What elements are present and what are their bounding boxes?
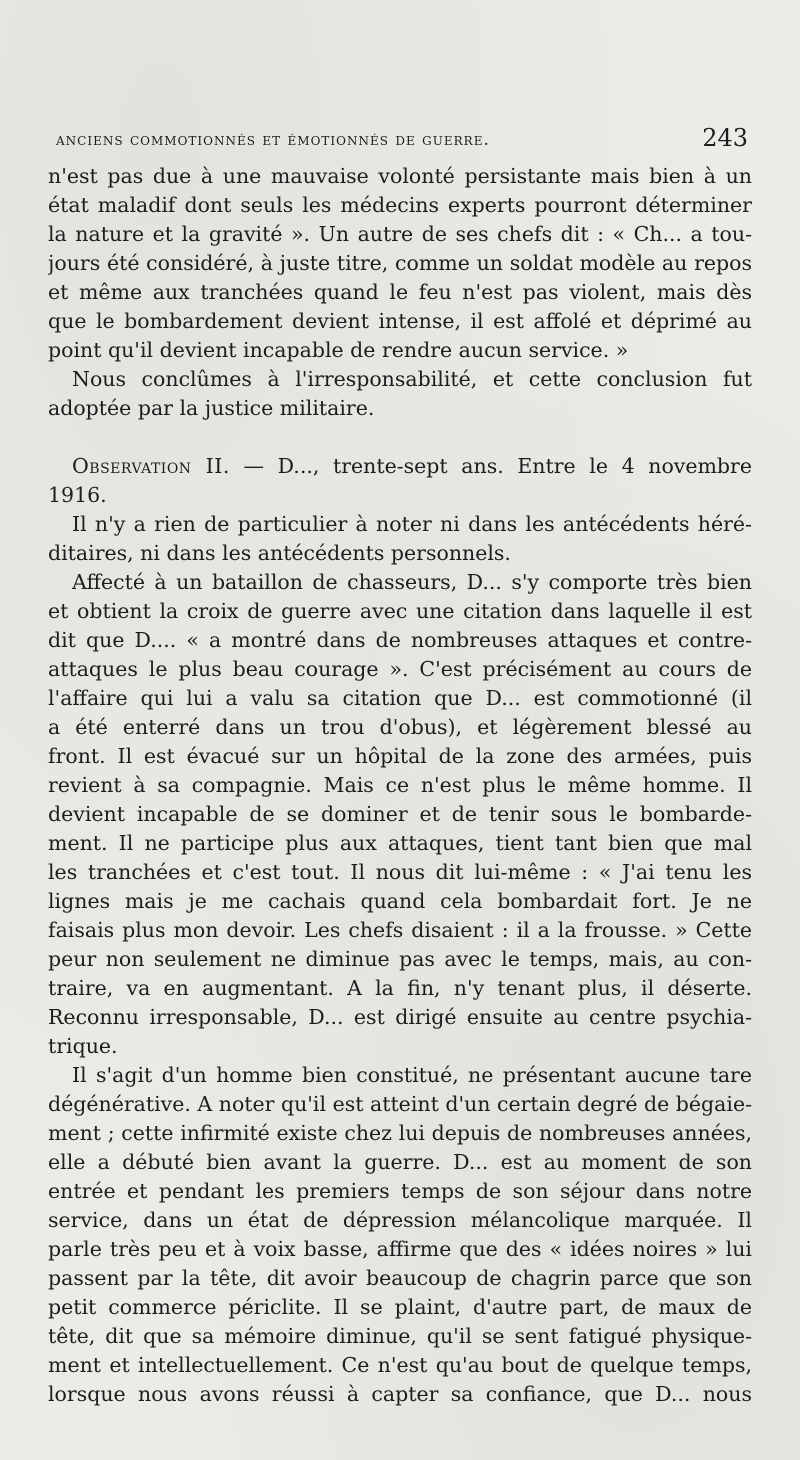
observation-title: Observation II. (72, 454, 230, 478)
text-line: faisais plus mon devoir. Les chefs disaient : il a la frousse. » Cette (48, 918, 752, 942)
text-line: front. Il est évacué sur un hôpital de la zone des armées, puis (48, 744, 752, 768)
text-line: elle a débuté bien avant la guerre. D... est au moment de son (48, 1150, 752, 1174)
text-line: dégénérative. A noter qu'il est atteint d'un certain degré de bégaie- (48, 1092, 752, 1116)
text-line: ditaires, ni dans les antécédents personnels. (48, 541, 511, 565)
body-text (48, 162, 752, 1409)
text-line: passent par la tête, dit avoir beaucoup de chagrin parce que son (48, 1266, 752, 1290)
running-head: anciens commotionnés et émotionnés de guerre. (56, 130, 490, 150)
page-number: 243 (702, 124, 748, 152)
text-line (48, 452, 752, 481)
paragraph-history (48, 568, 752, 1061)
text-line: point qu'il devient incapable de rendre aucun service. » (48, 338, 629, 362)
text-line: Affecté à un bataillon de chasseurs, D... s'y comporte très bien (72, 570, 752, 594)
text-line: tête, dit que sa mémoire diminue, qu'il se sent fatigué physique- (48, 1324, 752, 1348)
text-line: attaques le plus beau courage ». C'est précisément au cours de (48, 657, 752, 681)
text-line: jours été considéré, à juste titre, comme un soldat modèle au repos (48, 251, 752, 275)
text-line: l'affaire qui lui a valu sa citation que D... est commotionné (il (48, 686, 752, 710)
text-line: revient à sa compagnie. Mais ce n'est plus le même homme. Il (48, 773, 752, 797)
paragraph-continuation (48, 162, 752, 365)
paragraph-antecedents (48, 510, 752, 568)
text-line: ment ; cette infirmité existe chez lui depuis de nombreuses années, (48, 1121, 752, 1145)
text-line: petit commerce périclite. Il se plaint, d'autre part, de maux de (48, 1295, 752, 1319)
text-line: n'est pas due à une mauvaise volonté persistante mais bien à un (48, 164, 752, 188)
text-line: Reconnu irresponsable, D... est dirigé ensuite au centre psychia- (48, 1005, 752, 1029)
observation-subject: — D..., trente-sept ans. Entre le 4 novembre (229, 454, 752, 478)
text-line: traire, va en augmentant. A la fin, n'y tenant plus, il déserte. (48, 976, 752, 1000)
text-line: la nature et la gravité ». Un autre de ses chefs dit : « Ch... a tou- (48, 222, 752, 246)
paragraph-conclusion (48, 365, 752, 423)
text-line: ment et intellectuellement. Ce n'est qu'au bout de quelque temps, (48, 1353, 752, 1377)
text-line: que le bombardement devient intense, il est affolé et déprimé au (48, 309, 752, 333)
text-line: parle très peu et à voix basse, affirme que des « idées noires » lui (48, 1237, 752, 1261)
text-line: Il n'y a rien de particulier à noter ni dans les antécédents héré- (72, 512, 752, 536)
text-line: trique. (48, 1034, 118, 1058)
text-line: lorsque nous avons réussi à capter sa confiance, que D... nous (48, 1382, 752, 1406)
text-line: peur non seulement ne diminue pas avec le temps, mais, au con- (48, 947, 752, 971)
text-line: 1916. (48, 483, 107, 507)
text-line: les tranchées et c'est tout. Il nous dit lui-même : « J'ai tenu les (48, 860, 752, 884)
paragraph-examination (48, 1061, 752, 1409)
text-line: service, dans un état de dépression mélancolique marquée. Il (48, 1208, 752, 1232)
text-line: et obtient la croix de guerre avec une citation dans laquelle il est (48, 599, 752, 623)
observation-heading (48, 452, 752, 510)
text-line: devient incapable de se dominer et de tenir sous le bombarde- (48, 802, 752, 826)
text-line: a été enterré dans un trou d'obus), et légèrement blessé au (48, 715, 752, 739)
text-line: état maladif dont seuls les médecins experts pourront déterminer (48, 193, 752, 217)
text-line: et même aux tranchées quand le feu n'est pas violent, mais dès (48, 280, 752, 304)
text-line: adoptée par la justice militaire. (48, 396, 375, 420)
text-line: Nous conclûmes à l'irresponsabilité, et cette conclusion fut (72, 367, 752, 391)
page-header (56, 124, 748, 158)
section-gap (48, 423, 752, 452)
text-line: dit que D.... « a montré dans de nombreuses attaques et contre- (48, 628, 752, 652)
text-line: entrée et pendant les premiers temps de son séjour dans notre (48, 1179, 752, 1203)
text-line: Il s'agit d'un homme bien constitué, ne présentant aucune tare (72, 1063, 752, 1087)
text-line: lignes mais je me cachais quand cela bombardait fort. Je ne (48, 889, 752, 913)
text-line: ment. Il ne participe plus aux attaques, tient tant bien que mal (48, 831, 752, 855)
